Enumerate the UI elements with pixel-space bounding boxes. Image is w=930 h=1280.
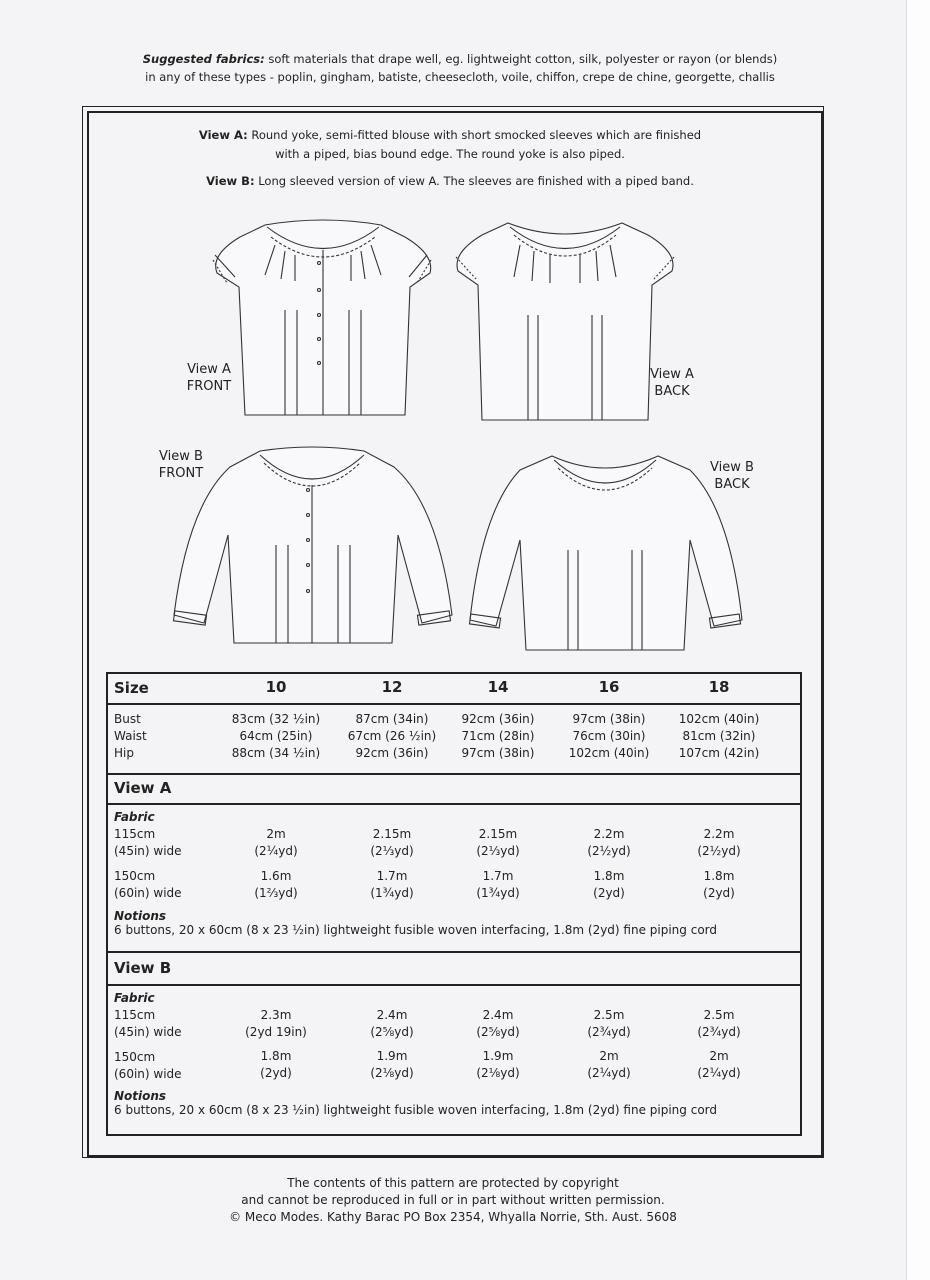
suggested-fabrics <box>110 50 810 86</box>
view-a-150-l1: 150cm <box>114 869 156 883</box>
view-b-title: View B <box>114 959 172 977</box>
cell-value-yd: (2¾yd) <box>697 1025 741 1039</box>
cell-value: 1.7m <box>376 869 408 883</box>
cell-value: 2.2m <box>593 827 625 841</box>
view-a-115-l2: (45in) wide <box>114 844 182 858</box>
cell-value-yd: (1¾yd) <box>476 886 520 900</box>
view-a-text2: with a piped, bias bound edge. The round yoke is also piped. <box>275 147 625 161</box>
measures-size-18 <box>659 711 779 762</box>
cell-value: 1.8m <box>260 1049 292 1063</box>
view-b-text: Long sleeved version of view A. The sleeves are finished with a piped band. <box>258 174 694 188</box>
cell-value: 2.5m <box>703 1008 735 1022</box>
cell-value-yd: (2yd 19in) <box>245 1025 307 1039</box>
cell-value-yd: (2yd) <box>260 1066 292 1080</box>
view-a-back-label-1: View A <box>650 367 694 382</box>
view-b-back-label-1: View B <box>710 460 754 475</box>
cell-value-yd: (2⅝yd) <box>370 1025 414 1039</box>
view-a-115-size-16 <box>549 826 669 860</box>
cell-value-yd: (2¼yd) <box>697 1066 741 1080</box>
waist-14: 71cm (28in) <box>461 729 535 743</box>
cell-value: 1.9m <box>482 1049 514 1063</box>
size-10: 10 <box>265 678 287 696</box>
view-b-115-l2: (45in) wide <box>114 1025 182 1039</box>
cell-value: 2.15m <box>478 827 518 841</box>
cell-value: 2.4m <box>376 1008 408 1022</box>
cell-value: 1.7m <box>482 869 514 883</box>
view-a-115-size-18 <box>659 826 779 860</box>
view-b-fabric-label: Fabric <box>114 991 155 1005</box>
cell-value: 2.15m <box>372 827 412 841</box>
view-a-title-row <box>108 775 800 805</box>
cell-value: 1.9m <box>376 1049 408 1063</box>
measures-size-16 <box>549 711 669 762</box>
hip-18: 107cm (42in) <box>678 746 760 760</box>
view-b-notions-text: 6 buttons, 20 x 60cm (8 x 23 ½in) lightweight fusible woven interfacing, 1.8m (2yd) fine piping cord <box>114 1103 717 1117</box>
view-b-115-size-14 <box>438 1007 558 1041</box>
view-b-115-size-12 <box>332 1007 452 1041</box>
view-b-150-size-14 <box>438 1048 558 1082</box>
view-descriptions <box>140 126 760 199</box>
cell-value-yd: (2yd) <box>593 886 625 900</box>
waist-label: Waist <box>114 729 147 743</box>
cell-value-yd: (2¾yd) <box>587 1025 631 1039</box>
cell-value-yd: (2⅝yd) <box>476 1025 520 1039</box>
cell-value-yd: (2yd) <box>703 886 735 900</box>
view-a-150-l2: (60in) wide <box>114 886 182 900</box>
view-a-notions-text: 6 buttons, 20 x 60cm (8 x 23 ½in) lightweight fusible woven interfacing, 1.8m (2yd) fine piping cord <box>114 923 717 937</box>
view-a-115-l1: 115cm <box>114 827 156 841</box>
view-b-front-label-1: View B <box>159 449 203 464</box>
size-label: Size <box>114 679 149 697</box>
cell-value: 2.4m <box>482 1008 514 1022</box>
view-b-115-l1: 115cm <box>114 1008 156 1022</box>
waist-10: 64cm (25in) <box>239 729 313 743</box>
view-b-fabric-labels <box>114 990 182 1083</box>
suggested-fabrics-label: Suggested fabrics: <box>142 52 265 66</box>
bust-16: 97cm (38in) <box>572 712 646 726</box>
copyright-footer <box>200 1175 706 1226</box>
bust-10: 83cm (32 ½in) <box>231 712 321 726</box>
view-a-front-label-1: View A <box>187 362 231 377</box>
size-18: 18 <box>708 678 730 696</box>
measures-size-14 <box>438 711 558 762</box>
cell-value: 2m <box>266 827 286 841</box>
view-a-text1: Round yoke, semi-fitted blouse with short smocked sleeves which are finished <box>251 128 702 142</box>
cell-value: 2m <box>599 1049 619 1063</box>
view-b-150-size-18 <box>659 1048 779 1082</box>
cell-value-yd: (2⅓yd) <box>370 844 414 858</box>
view-b-115-size-10 <box>216 1007 336 1041</box>
cell-value: 2.5m <box>593 1008 625 1022</box>
cell-value: 1.8m <box>593 869 625 883</box>
waist-12: 67cm (26 ½in) <box>347 729 437 743</box>
view-a-body <box>108 805 800 953</box>
view-a-title: View A <box>114 779 172 797</box>
view-a-label: View A: <box>198 128 248 142</box>
size-12: 12 <box>381 678 403 696</box>
view-a-150-size-16 <box>549 868 669 902</box>
measures-size-12 <box>332 711 452 762</box>
view-b-front-label <box>152 448 210 482</box>
view-b-150-size-10 <box>216 1048 336 1082</box>
suggested-fabrics-line2: in any of these types - poplin, gingham, batiste, cheesecloth, voile, chiffon, crepe de chine, georgette, challis <box>145 70 775 84</box>
size-chart-table <box>106 672 802 1136</box>
view-b-front-drawing <box>170 445 455 650</box>
view-b-150-size-12 <box>332 1048 452 1082</box>
waist-18: 81cm (32in) <box>682 729 756 743</box>
view-a-front-label <box>180 361 238 395</box>
hip-10: 88cm (34 ½in) <box>231 746 321 760</box>
view-a-back-label-2: BACK <box>654 384 690 399</box>
view-a-150-size-14 <box>438 868 558 902</box>
view-a-150-size-12 <box>332 868 452 902</box>
cell-value-yd: (2½yd) <box>697 844 741 858</box>
view-a-150-size-18 <box>659 868 779 902</box>
cell-value-yd: (2¼yd) <box>587 1066 631 1080</box>
bust-12: 87cm (34in) <box>355 712 429 726</box>
view-b-body <box>108 986 800 1132</box>
view-a-back-label <box>643 366 701 400</box>
view-b-115-size-16 <box>549 1007 669 1041</box>
view-b-150-l1: 150cm <box>114 1050 156 1064</box>
view-a-150-size-10 <box>216 868 336 902</box>
cell-value: 2.2m <box>703 827 735 841</box>
bust-18: 102cm (40in) <box>678 712 760 726</box>
page-edge <box>906 0 930 1280</box>
cell-value: 1.8m <box>703 869 735 883</box>
view-b-back-label <box>703 459 761 493</box>
bust-label: Bust <box>114 712 141 726</box>
size-16: 16 <box>598 678 620 696</box>
footer-line3: © Meco Modes. Kathy Barac PO Box 2354, Whyalla Norrie, Sth. Aust. 5608 <box>229 1210 677 1224</box>
view-b-notions <box>114 1089 717 1117</box>
view-b-150-size-16 <box>549 1048 669 1082</box>
cell-value-yd: (2⅛yd) <box>476 1066 520 1080</box>
footer-line2: and cannot be reproduced in full or in part without written permission. <box>241 1193 665 1207</box>
view-a-notions <box>114 909 717 937</box>
hip-14: 97cm (38in) <box>461 746 535 760</box>
hip-label: Hip <box>114 746 134 760</box>
measure-labels <box>114 711 147 762</box>
view-a-115-size-12 <box>332 826 452 860</box>
cell-value-yd: (2⅓yd) <box>476 844 520 858</box>
footer-line1: The contents of this pattern are protected by copyright <box>287 1176 619 1190</box>
cell-value: 1.6m <box>260 869 292 883</box>
cell-value-yd: (1¾yd) <box>370 886 414 900</box>
view-b-back-label-2: BACK <box>714 477 750 492</box>
view-b-label: View B: <box>206 174 255 188</box>
cell-value-yd: (1⅔yd) <box>254 886 298 900</box>
view-b-title-row <box>108 953 800 986</box>
view-b-back-drawing <box>468 450 743 655</box>
hip-12: 92cm (36in) <box>355 746 429 760</box>
view-b-115-size-18 <box>659 1007 779 1041</box>
view-b-notions-label: Notions <box>114 1089 167 1103</box>
view-a-fabric-label: Fabric <box>114 810 155 824</box>
measurements-row <box>108 705 800 775</box>
view-a-fabric-labels <box>114 809 182 902</box>
view-b-front-label-2: FRONT <box>158 466 204 481</box>
view-a-115-size-10 <box>216 826 336 860</box>
view-a-115-size-14 <box>438 826 558 860</box>
measures-size-10 <box>216 711 336 762</box>
suggested-fabrics-line1: soft materials that drape well, eg. lightweight cotton, silk, polyester or rayon (or blends) <box>268 52 778 66</box>
size-header-row <box>108 674 800 705</box>
view-a-notions-label: Notions <box>114 909 167 923</box>
size-14: 14 <box>487 678 509 696</box>
cell-value-yd: (2¼yd) <box>254 844 298 858</box>
waist-16: 76cm (30in) <box>572 729 646 743</box>
hip-16: 102cm (40in) <box>568 746 650 760</box>
cell-value: 2.3m <box>260 1008 292 1022</box>
view-a-front-drawing <box>205 215 440 425</box>
view-b-150-l2: (60in) wide <box>114 1067 182 1081</box>
cell-value-yd: (2⅛yd) <box>370 1066 414 1080</box>
bust-14: 92cm (36in) <box>461 712 535 726</box>
cell-value: 2m <box>709 1049 729 1063</box>
view-a-front-label-2: FRONT <box>186 379 232 394</box>
cell-value-yd: (2½yd) <box>587 844 631 858</box>
